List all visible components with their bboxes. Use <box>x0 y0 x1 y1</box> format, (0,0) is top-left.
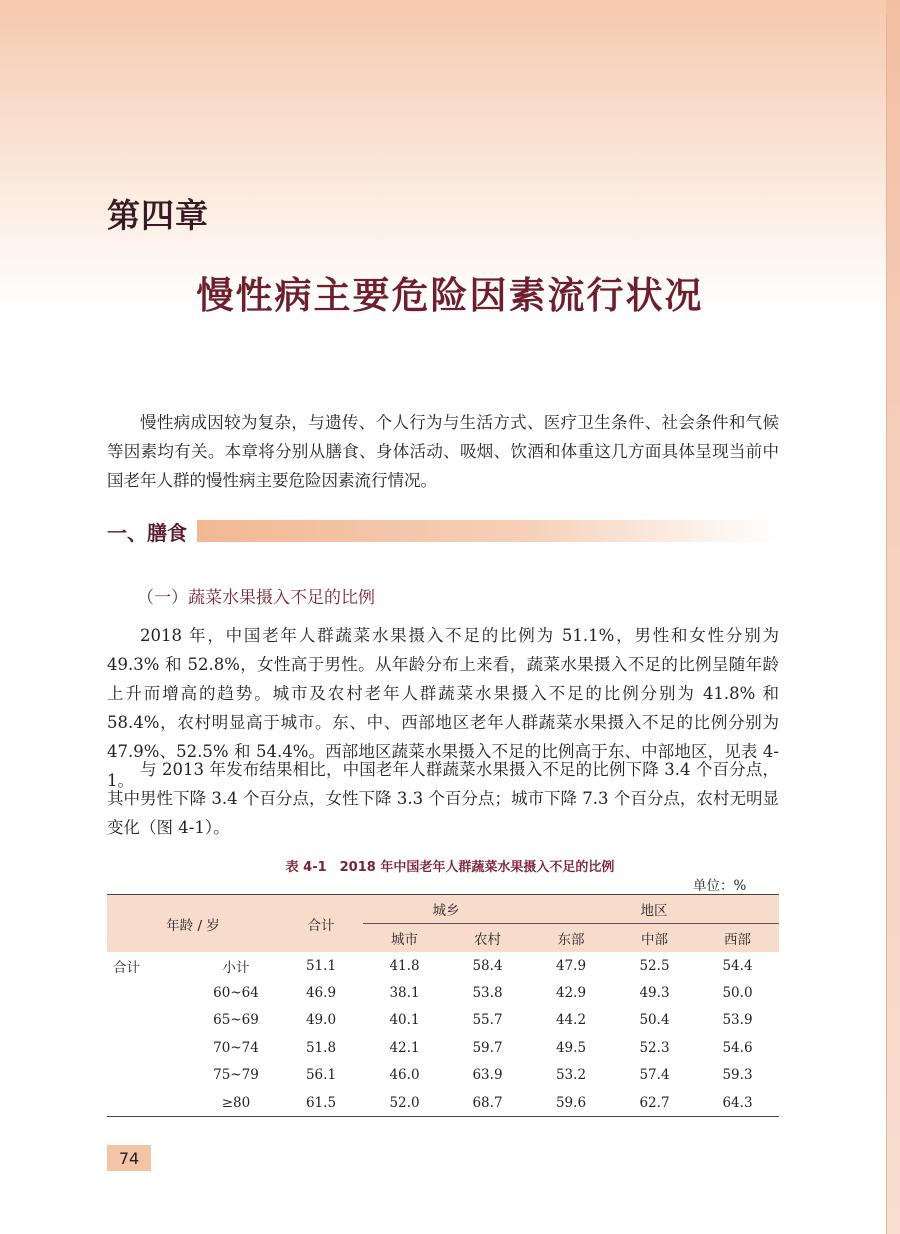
cell-rural: 59.7 <box>472 1039 503 1056</box>
cell-city: 40.1 <box>389 1012 420 1029</box>
cell-city: 46.0 <box>389 1067 420 1084</box>
cell-central: 49.3 <box>639 985 670 1002</box>
cell-west: 54.6 <box>722 1039 753 1056</box>
cell-east: 53.2 <box>555 1067 587 1084</box>
header-total: 合计 <box>279 895 363 953</box>
cell-central: 52.5 <box>639 957 670 974</box>
cell-east: 49.5 <box>555 1039 587 1056</box>
cell-age: 65~69 <box>213 1012 259 1029</box>
subsection-title: （一）蔬菜水果摄入不足的比例 <box>137 588 375 608</box>
cell-west: 50.0 <box>722 985 753 1002</box>
cell-age: 75~79 <box>213 1067 259 1084</box>
cell-city: 42.1 <box>389 1039 420 1056</box>
cell-central: 62.7 <box>613 1089 696 1117</box>
cell-rural: 53.8 <box>472 985 503 1002</box>
data-table <box>107 894 779 1117</box>
header-city: 城市 <box>363 924 446 953</box>
chapter-title: 慢性病主要危险因素流行状况 <box>196 273 704 317</box>
cell-total: 49.0 <box>305 1012 337 1029</box>
cell-west: 59.3 <box>722 1067 753 1084</box>
cell-total: 61.5 <box>279 1089 363 1117</box>
cell-city: 52.0 <box>363 1089 446 1117</box>
cell-age: 60~64 <box>213 985 259 1002</box>
header-urban-rural: 城乡 <box>363 895 529 924</box>
cell-total: 46.9 <box>305 985 337 1002</box>
table-row <box>107 1034 779 1061</box>
table-row <box>107 1089 779 1117</box>
intro-paragraph: 慢性病成因较为复杂，与遗传、个人行为与生活方式、医疗卫生条件、社会条件和气候等因素均有关。本章将分别从膳食、身体活动、吸烟、饮酒和体重这几方面具体呈现当前中国老年人群的慢性病主要危险因素流行情况。 <box>107 413 779 490</box>
page-edge-strip <box>886 0 900 1234</box>
header-gradient-band <box>0 0 900 310</box>
table-caption: 表 4-1 2018 年中国老年人群蔬菜水果摄入不足的比例 <box>285 860 615 875</box>
cell-central: 50.4 <box>639 1012 670 1029</box>
group-label: 合计 <box>113 959 140 976</box>
header-east: 东部 <box>529 924 613 953</box>
cell-total: 56.1 <box>305 1067 337 1084</box>
section-heading <box>107 514 779 548</box>
cell-city: 41.8 <box>389 957 420 974</box>
header-rural: 农村 <box>446 924 529 953</box>
section-title: 一、膳食 <box>107 520 187 545</box>
header-region: 地区 <box>529 895 779 924</box>
cell-central: 52.3 <box>639 1039 670 1056</box>
cell-east: 44.2 <box>555 1012 587 1029</box>
page-number: 74 <box>107 1145 151 1171</box>
table-row <box>107 1007 779 1034</box>
cell-west: 54.4 <box>722 957 753 974</box>
cell-rural: 68.7 <box>446 1089 529 1117</box>
cell-east: 59.6 <box>529 1089 613 1117</box>
cell-east: 47.9 <box>555 957 587 974</box>
cell-age: ≥80 <box>193 1089 279 1117</box>
section-heading-bar <box>197 520 779 542</box>
body-paragraph-1: 2018 年，中国老年人群蔬菜水果摄入不足的比例为 51.1%，男性和女性分别为 49.3% 和 52.8%，女性高于男性。从年龄分布上来看，蔬菜水果摄入不足的比例呈随年龄上升而增高的趋势。城市及农村老年人群蔬菜水果摄入不足的比例分别为 41.8% 和 58.4%，农村明显高于城市。东、中、西部地区老年人群蔬菜水果摄入不足的比例分别为 47.9%、52.5% 和 54.4%。西部地区蔬菜水果摄入不足的比例高于东、中部地区，见表 4-1。 <box>107 626 779 790</box>
table-row <box>107 1062 779 1089</box>
cell-age: 70~74 <box>213 1039 259 1056</box>
cell-rural: 63.9 <box>472 1067 503 1084</box>
table-row <box>107 979 779 1006</box>
cell-central: 57.4 <box>639 1067 670 1084</box>
cell-total: 51.8 <box>305 1039 337 1056</box>
cell-city: 38.1 <box>389 985 420 1002</box>
table-row <box>107 952 779 979</box>
header-central: 中部 <box>613 924 696 953</box>
cell-rural: 58.4 <box>472 957 503 974</box>
cell-west: 64.3 <box>696 1089 779 1117</box>
body-paragraph-2: 与 2013 年发布结果相比，中国老年人群蔬菜水果摄入不足的比例下降 3.4 个百分点，其中男性下降 3.4 个百分点，女性下降 3.3 个百分点；城市下降 7.3 个百分点，农村无明显变化（图 4-1）。 <box>107 760 779 837</box>
cell-age: 小计 <box>222 959 250 976</box>
chapter-number: 第四章 <box>107 196 209 235</box>
header-west: 西部 <box>696 924 779 953</box>
page-edge-line <box>886 14 887 1234</box>
cell-rural: 55.7 <box>472 1012 503 1029</box>
cell-west: 53.9 <box>722 1012 753 1029</box>
cell-total: 51.1 <box>305 957 337 974</box>
cell-east: 42.9 <box>555 985 587 1002</box>
header-age: 年龄 / 岁 <box>107 895 279 953</box>
table-unit: 单位：% <box>693 878 747 894</box>
